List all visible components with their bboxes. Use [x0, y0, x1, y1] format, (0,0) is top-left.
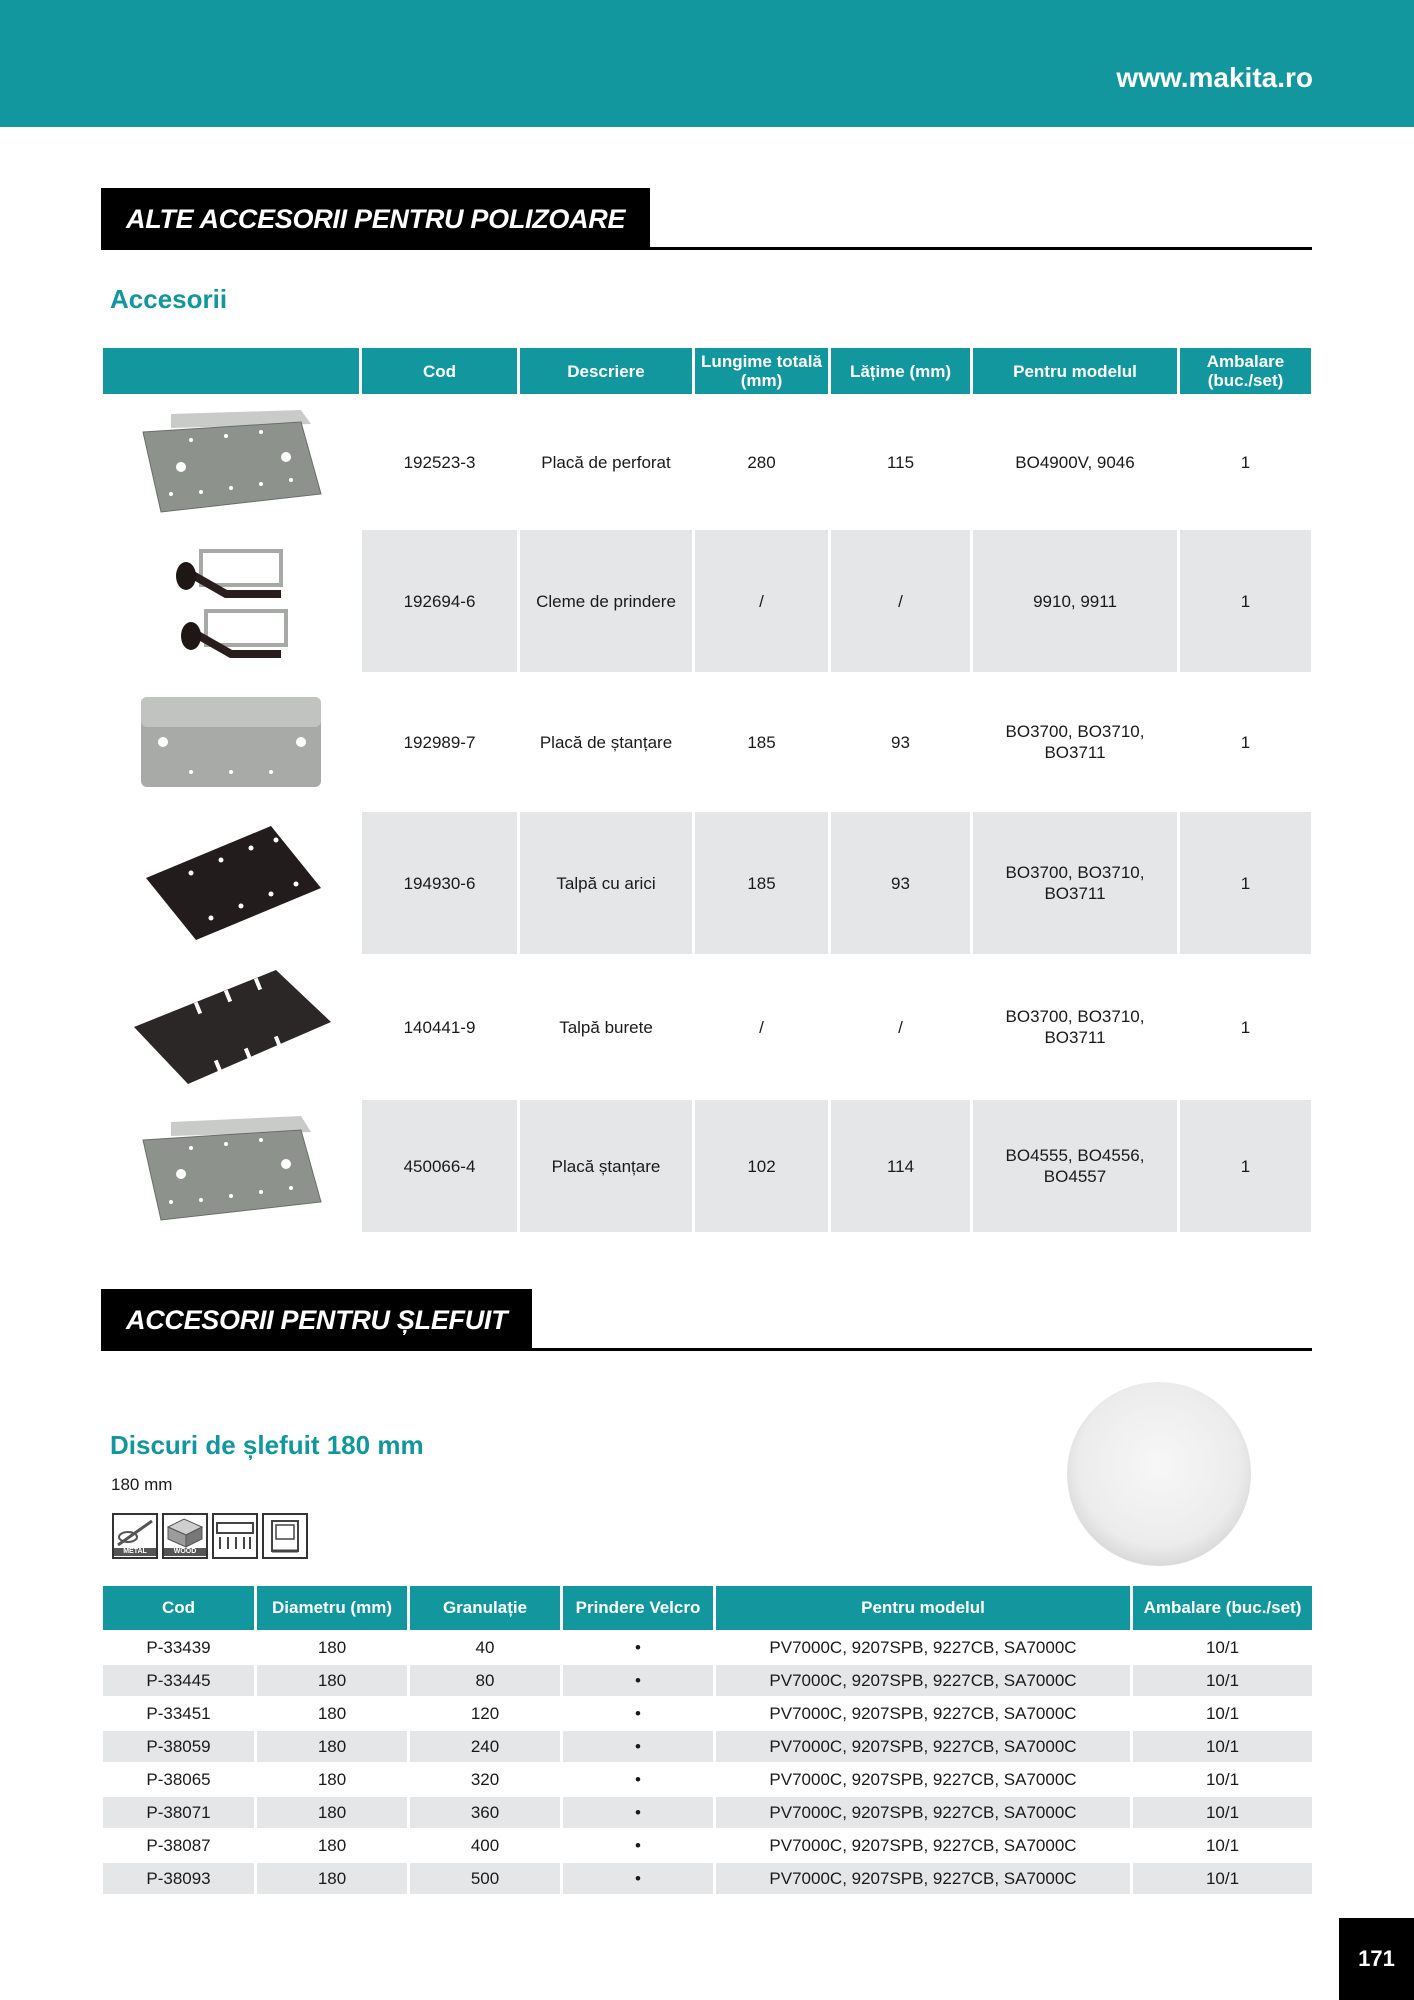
sanding-discs-table-header [103, 1586, 1312, 1630]
table-row [103, 1698, 1312, 1729]
cell-ambalare: 10/1 [1205, 1703, 1240, 1723]
cell-lungime: 102 [695, 1100, 828, 1232]
header-cod: Cod [362, 348, 517, 394]
table-row [103, 957, 1311, 1097]
site-url[interactable]: www.makita.ro [1116, 62, 1313, 93]
cell-lungime: / [759, 1017, 764, 1037]
header-latime: Lățime (mm) [831, 348, 970, 394]
table-row [103, 530, 1311, 672]
page-number: 171 [1339, 1918, 1414, 2000]
cell-ambalare: 1 [1180, 812, 1311, 954]
box-icon [262, 1513, 308, 1559]
header-granulatie: Granulație [410, 1586, 560, 1630]
table-row [103, 1797, 1312, 1828]
cell-model: BO3700, BO3710, BO3711 [973, 812, 1177, 954]
table-row [103, 1665, 1312, 1696]
clamps-image [103, 530, 359, 672]
cell-velcro: • [563, 1731, 713, 1762]
cell-cod: 192694-6 [362, 530, 517, 672]
cell-lungime: / [695, 530, 828, 672]
cell-ambalare: 1 [1240, 1017, 1251, 1037]
cell-cod: P-38087 [146, 1835, 211, 1855]
cell-descriere: Placă ștanțare [520, 1100, 692, 1232]
cell-model: PV7000C, 9207SPB, 9227CB, SA7000C [769, 1835, 1077, 1855]
table-row [103, 1100, 1311, 1232]
cell-ambalare: 1 [1180, 1100, 1311, 1232]
cell-granulatie: 80 [410, 1665, 560, 1696]
section2-rule [101, 1348, 1312, 1351]
cell-cod: 192989-7 [403, 732, 476, 752]
disc-size-text: 180 mm [111, 1475, 173, 1494]
table-row [103, 1830, 1312, 1861]
velcro-pad-image [103, 812, 359, 954]
accessories-table-header [103, 348, 1311, 394]
sanding-discs-table [103, 1586, 1312, 1894]
cell-cod: P-38059 [103, 1731, 254, 1762]
cell-model: BO4900V, 9046 [1015, 452, 1135, 472]
cell-diametru: 180 [257, 1863, 407, 1894]
cell-velcro: • [635, 1835, 641, 1855]
header-model: Pentru modelul [973, 348, 1177, 394]
cell-cod: P-33451 [146, 1703, 211, 1723]
header-descriere: Descriere [520, 348, 692, 394]
sanding-disc-image [1065, 1380, 1253, 1568]
cell-velcro: • [635, 1769, 641, 1789]
metal-icon [112, 1513, 158, 1559]
table-row [103, 675, 1311, 809]
cell-model: 9910, 9911 [973, 530, 1177, 672]
cell-ambalare: 1 [1240, 732, 1251, 752]
cell-velcro: • [563, 1863, 713, 1894]
section1-subtitle: Accesorii [110, 284, 228, 314]
cell-ambalare: 10/1 [1133, 1731, 1312, 1762]
cell-lungime: 185 [747, 732, 776, 752]
section1-title: ALTE ACCESORII PENTRU POLIZOARE [101, 188, 650, 250]
cell-velcro: • [635, 1703, 641, 1723]
cell-model: PV7000C, 9207SPB, 9227CB, SA7000C [769, 1769, 1077, 1789]
cell-diametru: 180 [317, 1835, 347, 1855]
cell-ambalare: 10/1 [1133, 1797, 1312, 1828]
table-row [103, 1764, 1312, 1795]
cell-descriere: Talpă cu arici [520, 812, 692, 954]
cell-lungime: 280 [747, 452, 776, 472]
cell-velcro: • [563, 1797, 713, 1828]
cell-cod: 140441-9 [403, 1017, 476, 1037]
cell-model: PV7000C, 9207SPB, 9227CB, SA7000C [769, 1703, 1077, 1723]
cell-cod: 192523-3 [403, 452, 476, 472]
header-lungime: Lungime totală (mm) [695, 348, 828, 394]
cell-lungime: 185 [695, 812, 828, 954]
cell-granulatie: 500 [410, 1863, 560, 1894]
cell-ambalare: 10/1 [1133, 1863, 1312, 1894]
cell-latime: 114 [831, 1100, 970, 1232]
cell-cod: 194930-6 [362, 812, 517, 954]
header-bar [0, 0, 1414, 127]
cell-descriere: Talpă burete [559, 1017, 653, 1037]
table-row [103, 1632, 1312, 1663]
section2-subtitle: Discuri de șlefuit 180 mm [110, 1430, 424, 1460]
cell-latime: / [831, 530, 970, 672]
cell-latime: 93 [831, 812, 970, 954]
cell-ambalare: 10/1 [1205, 1769, 1240, 1789]
cell-model: PV7000C, 9207SPB, 9227CB, SA7000C [716, 1863, 1130, 1894]
cell-descriere: Placă de perforat [541, 452, 671, 472]
cell-latime: 93 [891, 732, 910, 752]
cell-ambalare: 1 [1180, 530, 1311, 672]
cell-model: BO3700, BO3710, BO3711 [1005, 1007, 1145, 1047]
table-row [103, 1731, 1312, 1762]
cell-velcro: • [563, 1665, 713, 1696]
cell-granulatie: 120 [470, 1703, 500, 1723]
cell-granulatie: 360 [410, 1797, 560, 1828]
cell-ambalare: 1 [1240, 452, 1251, 472]
accessories-table [103, 348, 1311, 1232]
table-row [103, 397, 1311, 527]
cell-latime: 115 [886, 452, 915, 472]
cell-cod: P-38071 [103, 1797, 254, 1828]
cell-model: BO4555, BO4556, BO4557 [973, 1100, 1177, 1232]
punch-plate-image [103, 675, 359, 809]
cell-cod: P-38065 [146, 1769, 211, 1789]
cell-diametru: 180 [317, 1769, 347, 1789]
cell-ambalare: 10/1 [1205, 1637, 1240, 1657]
cell-diametru: 180 [257, 1797, 407, 1828]
section1-rule [101, 247, 1312, 250]
wood-icon [162, 1513, 208, 1559]
cell-model: PV7000C, 9207SPB, 9227CB, SA7000C [716, 1731, 1130, 1762]
header-ambalare: Ambalare (buc./set) [1133, 1586, 1312, 1630]
header-velcro: Prindere Velcro [563, 1586, 713, 1630]
cell-descriere: Cleme de prindere [520, 530, 692, 672]
cell-granulatie: 320 [470, 1769, 500, 1789]
cell-diametru: 180 [257, 1665, 407, 1696]
header-model: Pentru modelul [716, 1586, 1130, 1630]
cell-velcro: • [635, 1637, 641, 1657]
cell-ambalare: 10/1 [1205, 1835, 1240, 1855]
cell-granulatie: 240 [410, 1731, 560, 1762]
material-icons [112, 1513, 308, 1559]
header-diametru: Diametru (mm) [257, 1586, 407, 1630]
table-row [103, 1863, 1312, 1894]
table-row [103, 812, 1311, 954]
header-image [103, 348, 359, 394]
cell-cod: P-33445 [103, 1665, 254, 1696]
cell-cod: P-33439 [146, 1637, 211, 1657]
cell-diametru: 180 [257, 1731, 407, 1762]
punch-plate-2-image [103, 1100, 359, 1232]
header-ambalare: Ambalare (buc./set) [1180, 348, 1311, 394]
header-cod: Cod [103, 1586, 254, 1630]
cell-cod: P-38093 [103, 1863, 254, 1894]
cell-diametru: 180 [317, 1637, 347, 1657]
cell-descriere: Placă de ștanțare [539, 732, 673, 752]
cell-cod: 450066-4 [362, 1100, 517, 1232]
cell-granulatie: 40 [475, 1637, 495, 1657]
cell-model: PV7000C, 9207SPB, 9227CB, SA7000C [716, 1797, 1130, 1828]
cell-model: BO3700, BO3710, BO3711 [1005, 722, 1145, 762]
wood-icon-label: WOOD [164, 1548, 206, 1556]
cell-diametru: 180 [317, 1703, 347, 1723]
perforated-plate-image [103, 397, 359, 527]
cell-latime: / [898, 1017, 903, 1037]
cell-ambalare: 10/1 [1133, 1665, 1312, 1696]
metal-icon-label: METAL [114, 1548, 156, 1556]
cell-model: PV7000C, 9207SPB, 9227CB, SA7000C [716, 1665, 1130, 1696]
sponge-pad-image [103, 957, 359, 1097]
section2-title: ACCESORII PENTRU ȘLEFUIT [101, 1289, 532, 1351]
cell-granulatie: 400 [470, 1835, 500, 1855]
sanding-pattern-icon [212, 1513, 258, 1559]
cell-model: PV7000C, 9207SPB, 9227CB, SA7000C [769, 1637, 1077, 1657]
